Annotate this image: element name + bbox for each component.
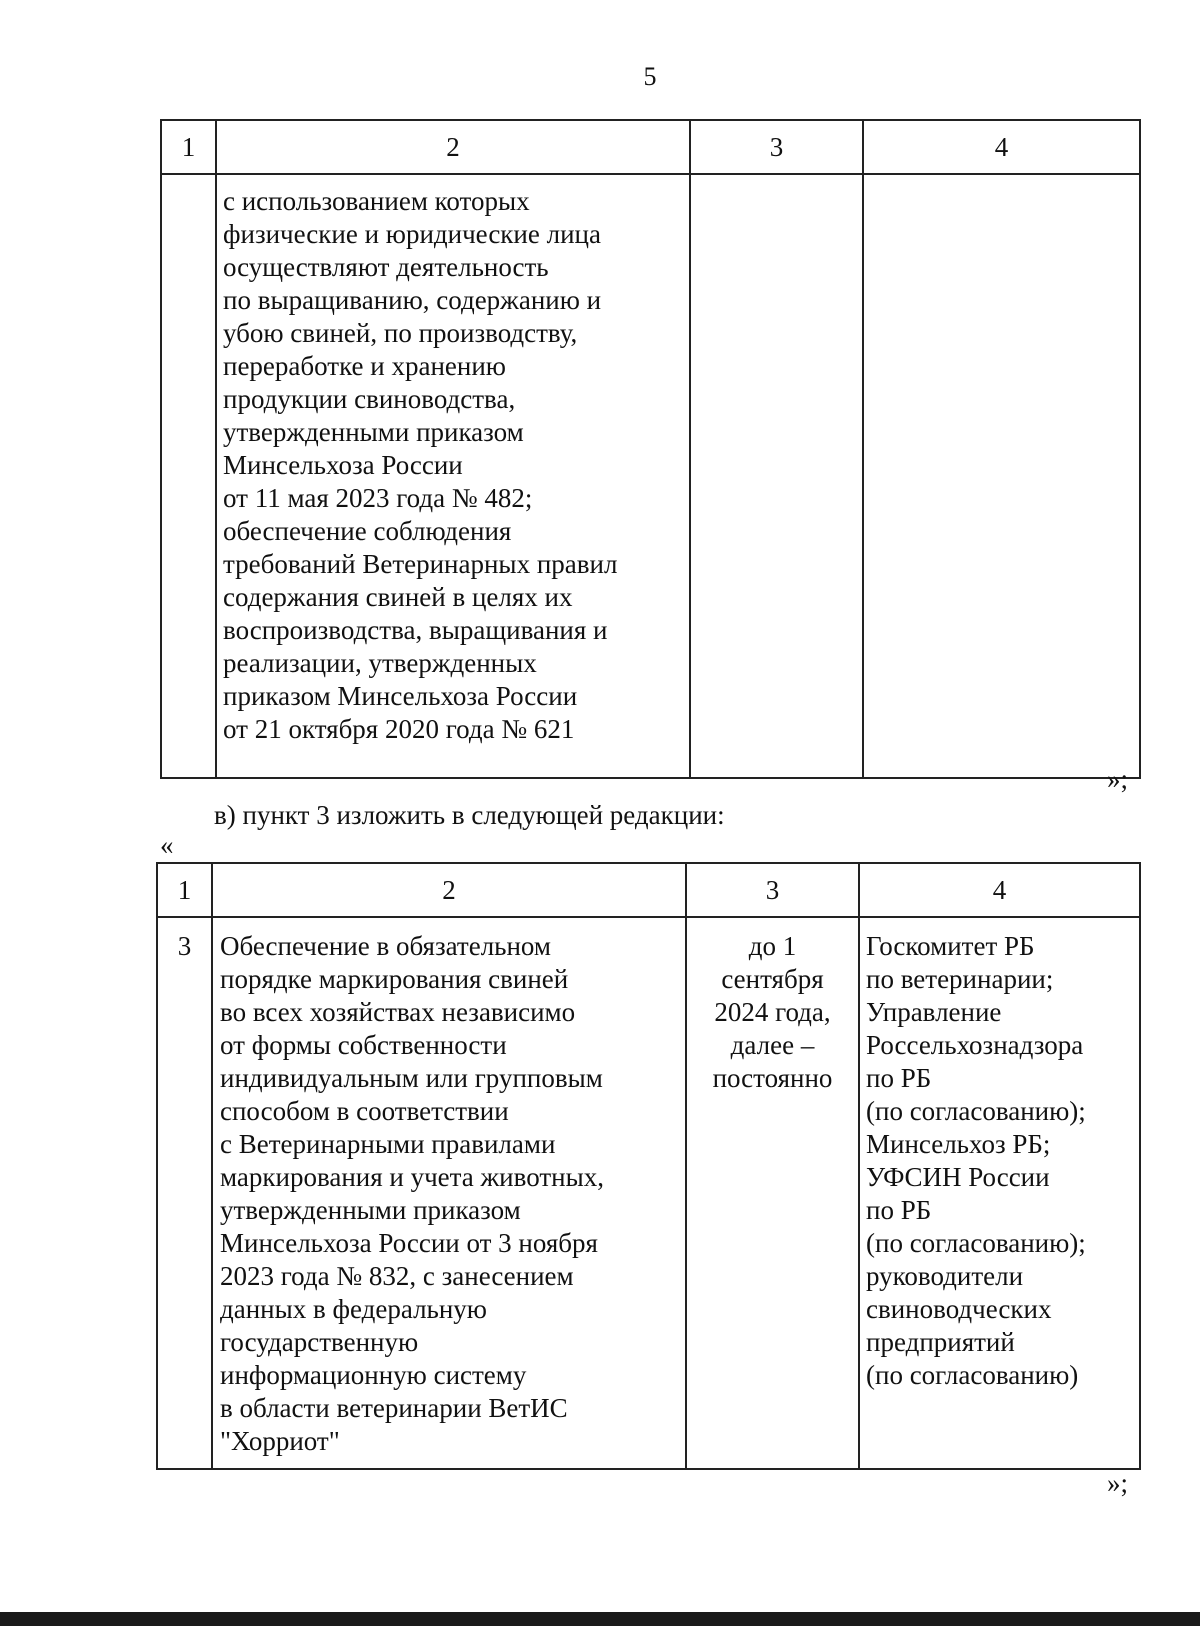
table-2-header-col-2: 2 [212,863,686,917]
text-line: УФСИН России [866,1162,1050,1192]
text-line: 2024 года, [714,997,831,1027]
text-line: продукции свиноводства, [223,384,516,414]
text-line: государственную [220,1327,419,1357]
text-line: обеспечение соблюдения [223,516,512,546]
table-1-row [161,174,1140,778]
text-line: утвержденными приказом [223,417,524,447]
text-line: приказом Минсельхоза России [223,681,578,711]
text-line: во всех хозяйствах независимо [220,997,576,1027]
text-line: порядке маркирования свиней [220,964,569,994]
text-line: утвержденными приказом [220,1195,521,1225]
text-line: осуществляют деятельность [223,252,549,282]
text-line: от 21 октября 2020 года № 621 [223,714,575,744]
table-2-header-col-1: 1 [157,863,212,917]
table-2-header-col-3: 3 [686,863,859,917]
text-line: далее – [730,1030,815,1060]
text-line: информационную систему [220,1360,527,1390]
text-line: Минсельхоза России [223,450,463,480]
table-2-row-col-4-text [860,918,1139,1398]
text-line: (по согласованию) [866,1360,1079,1390]
text-line: по РБ [866,1063,932,1093]
table-2-row-col-2 [212,917,686,1469]
text-line: (по согласованию); [866,1096,1086,1126]
table-2-row [157,917,1140,1469]
text-line: (по согласованию); [866,1228,1086,1258]
text-line: требований Ветеринарных правил [223,549,618,579]
table-1 [160,119,1141,779]
text-line: с использованием которых [223,186,530,216]
text-line: воспроизводства, выращивания и [223,615,608,645]
text-line: физические и юридические лица [223,219,601,249]
text-line: с Ветеринарными правилами [220,1129,556,1159]
text-line: маркирования и учета животных, [220,1162,604,1192]
table-2 [156,862,1141,1470]
text-line: свиноводческих [866,1294,1052,1324]
table-2-row-col-2-text [213,918,685,1464]
scan-bottom-edge [0,1612,1200,1626]
text-line: убою свиней, по производству, [223,318,578,348]
table-2-row-col-3-text [687,918,858,1101]
text-line: по РБ [866,1195,932,1225]
text-line: до 1 [748,931,797,961]
closing-quote-1: »; [1107,764,1129,794]
table-1-row-col-2-text [217,175,689,752]
table-1-row-col-3 [690,174,863,778]
text-line: содержания свиней в целях их [223,582,573,612]
paragraph-text: в) пункт 3 изложить в следующей редакции: [214,800,725,830]
text-line: реализации, утвержденных [223,648,537,678]
text-line: данных в федеральную [220,1294,487,1324]
page-number: 5 [643,62,657,91]
text-line: постоянно [712,1063,833,1093]
text-line: по ветеринарии; [866,964,1054,994]
table-2-row-col-3 [686,917,859,1469]
text-line: Госкомитет РБ [866,931,1035,961]
text-line: "Хорриот" [220,1426,340,1456]
table-1-header-row [161,120,1140,174]
table-2-row-col-4 [859,917,1140,1469]
table-2-header-col-4: 4 [859,863,1140,917]
opening-quote: « [160,830,174,860]
text-line: от формы собственности [220,1030,507,1060]
table-2-row-number: 3 [177,931,192,961]
text-line: способом в соответствии [220,1096,509,1126]
table-1-row-col-4 [863,174,1140,778]
text-line: 2023 года № 832, с занесением [220,1261,574,1291]
text-line: предприятий [866,1327,1015,1357]
table-1-header-col-1: 1 [161,120,216,174]
text-line: переработке и хранению [223,351,506,381]
text-line: индивидуальным или групповым [220,1063,603,1093]
table-1-header-col-4: 4 [863,120,1140,174]
text-line: Управление [866,997,1002,1027]
text-line: сентября [721,964,824,994]
text-line: по выращиванию, содержанию и [223,285,602,315]
table-1-row-col-1 [161,174,216,778]
text-line: Минсельхоз РБ; [866,1129,1051,1159]
closing-quote-2: »; [1107,1468,1129,1498]
table-1-row-col-2 [216,174,690,778]
table-2-header-row [157,863,1140,917]
text-line: в области ветеринарии ВетИС [220,1393,568,1423]
table-2-row-col-1 [157,917,212,1469]
text-line: Обеспечение в обязательном [220,931,552,961]
text-line: Минсельхоза России от 3 ноября [220,1228,598,1258]
table-1-header-col-2: 2 [216,120,690,174]
table-1-header-col-3: 3 [690,120,863,174]
text-line: Россельхознадзора [866,1030,1084,1060]
text-line: руководители [866,1261,1024,1291]
text-line: от 11 мая 2023 года № 482; [223,483,533,513]
